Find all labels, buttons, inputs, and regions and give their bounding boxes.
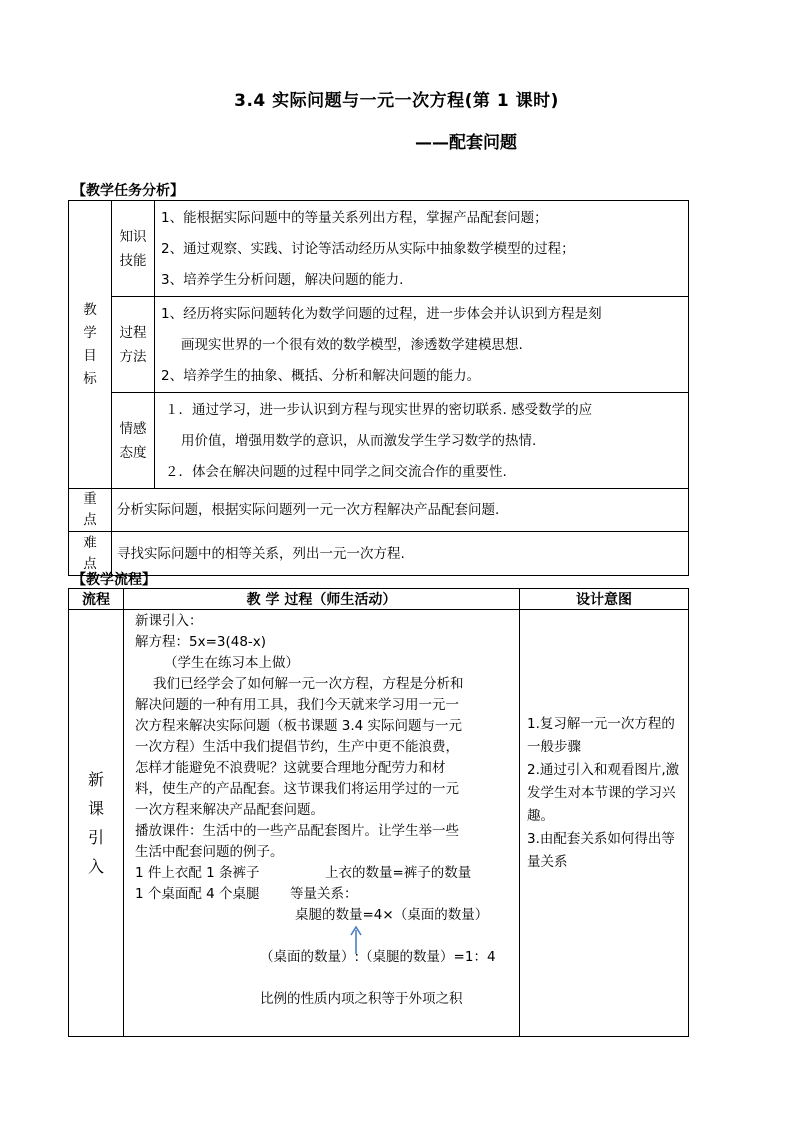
goals-label-char: 目 [83, 347, 97, 364]
knowledge-line: 3、培养学生分析问题，解决问题的能力. [161, 272, 404, 288]
emotion-line: 用价值，增强用数学的意识，从而激发学生学习数学的热情. [181, 433, 537, 449]
process-line: 怎样才能避免不浪费呢？这就要合理地分配劳力和材 [135, 760, 446, 776]
task-analysis-heading: 【教学任务分析】 [72, 183, 184, 199]
teaching-flow-heading: 【教学流程】 [72, 572, 156, 588]
page-title: 3.4 实际问题与一元一次方程(第 1 课时) [234, 91, 559, 111]
stage-label: 新 课 引 入 [69, 610, 124, 1037]
process-line: 比例的性质内项之积等于外项之积 [260, 991, 463, 1007]
intent-cell [520, 610, 689, 1037]
process-line: 1 件上衣配 1 条裤子 [135, 865, 260, 881]
process-line: 次方程来解决实际问题（板书课题 3.4 实际问题与一元 [135, 718, 463, 734]
intent-line: 2.通过引入和观看图片,激发学生对本节课的学习兴趣。 [527, 762, 680, 824]
process-line: 解决问题的一种有用工具，我们今天就来学习用一元一 [135, 697, 459, 713]
emotion-label: 情感 态度 [112, 393, 155, 489]
process-line: 生活中配套问题的例子。 [135, 844, 284, 860]
knowledge-label: 知识 技能 [112, 201, 155, 297]
process-line: 1 个桌面配 4 个桌腿 [135, 886, 260, 902]
task-analysis-table [68, 200, 689, 576]
emotion-line: １．通过学习，进一步认识到方程与现实世界的密切联系. 感受数学的应 [165, 402, 593, 418]
process-line: 1、经历将实际问题转化为数学问题的过程，进一步体会并认识到方程是刻 [161, 306, 602, 322]
goals-label-char: 教 [83, 301, 97, 318]
intent-line: 1.复习解一元一次方程的一般步骤 [527, 716, 675, 755]
goals-label [69, 201, 112, 489]
goals-label-char: 标 [83, 370, 97, 387]
emotion-line: ２．体会在解决问题的过程中同学之间交流合作的重要性. [165, 464, 507, 480]
teaching-flow-table [68, 588, 689, 1037]
process-line: （桌面的数量）:（桌腿的数量）=1：4 [260, 949, 496, 965]
emotion-content [155, 393, 689, 489]
process-line: 一次方程来解决产品配套问题。 [135, 802, 324, 818]
goals-label-char: 学 [83, 324, 97, 341]
process-line: 上衣的数量=裤子的数量 [325, 865, 472, 881]
process-line: （学生在练习本上做） [164, 655, 299, 671]
process-line: 等量关系： [290, 886, 358, 902]
knowledge-line: 1、能根据实际问题中的等量关系列出方程，掌握产品配套问题； [161, 210, 548, 226]
process-line: 新课引入： [135, 613, 203, 629]
difficulty-text: 寻找实际问题中的相等关系，列出一元一次方程. [112, 532, 689, 576]
intent-header: 设计意图 [520, 589, 689, 610]
process-line: 2、培养学生的抽象、概括、分析和解决问题的能力。 [161, 368, 481, 384]
difficulty-label: 难 点 [69, 532, 112, 576]
intent-line: 3.由配套关系如何得出等量关系 [527, 831, 675, 870]
process-line: 解方程：5x=3(48-x) [135, 634, 267, 650]
process-content [155, 297, 689, 393]
process-header: 教 学 过程（师生活动） [124, 589, 520, 610]
process-line: 我们已经学会了如何解一元一次方程，方程是分析和 [153, 676, 464, 692]
process-line: 画现实世界的一个很有效的数学模型，渗透数学建模思想. [181, 337, 523, 353]
page-subtitle: ——配套问题 [415, 133, 517, 153]
key-point-label: 重 点 [69, 489, 112, 532]
process-line: 桌腿的数量=4×（桌面的数量） [295, 907, 489, 923]
process-label: 过程 方法 [112, 297, 155, 393]
key-point-text: 分析实际问题，根据实际问题列一元一次方程解决产品配套问题. [112, 489, 689, 532]
process-cell [124, 610, 520, 1037]
process-line: 料，使生产的产品配套。这节课我们将运用学过的一元 [135, 781, 459, 797]
process-line: 播放课件：生活中的一些产品配套图片。让学生举一些 [135, 823, 459, 839]
knowledge-content [155, 201, 689, 297]
process-line: 一次方程）生活中我们提倡节约，生产中更不能浪费， [135, 739, 459, 755]
knowledge-line: 2、通过观察、实践、讨论等活动经历从实际中抽象数学模型的过程； [161, 241, 575, 257]
stage-header: 流程 [69, 589, 124, 610]
